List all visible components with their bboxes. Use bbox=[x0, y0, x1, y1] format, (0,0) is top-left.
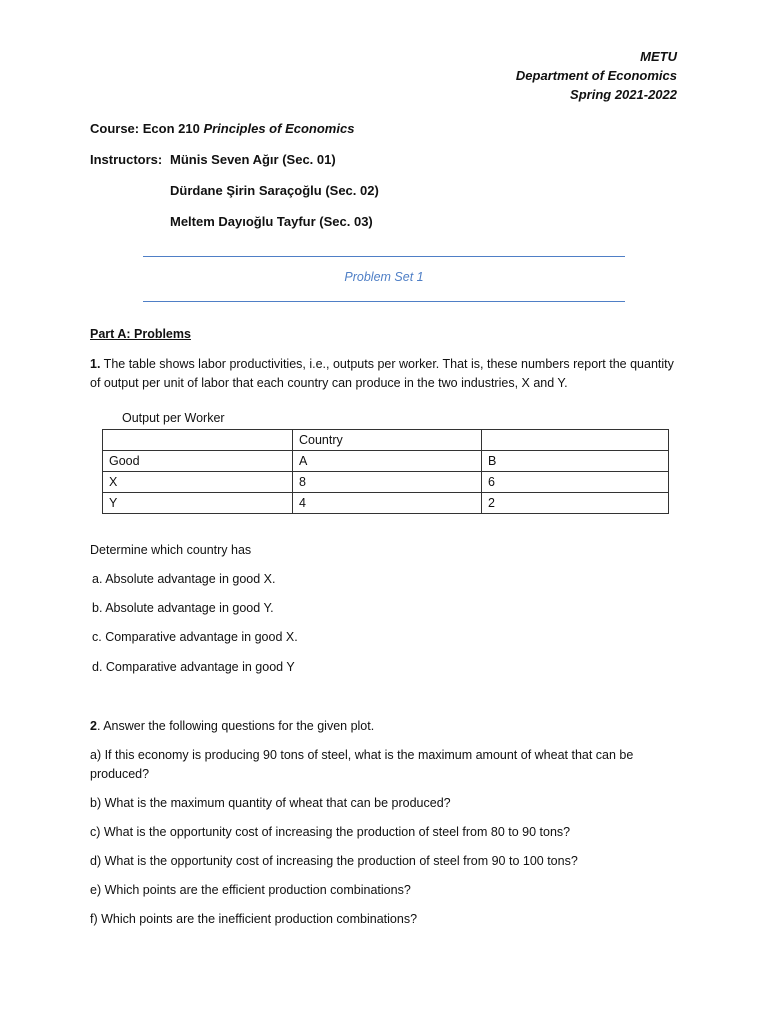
table-cell: 2 bbox=[482, 493, 669, 514]
table-cell: 8 bbox=[293, 472, 482, 493]
table-cell: A bbox=[293, 451, 482, 472]
document-header bbox=[516, 47, 677, 104]
question-1-prompt: Determine which country has bbox=[90, 543, 252, 557]
question-2-intro bbox=[90, 717, 680, 736]
table-header-country: Country bbox=[293, 430, 482, 451]
question-1-body: The table shows labor productivities, i.e., outputs per worker. That is, these numbers report the quantity of output per unit of labor that each country can produce in the two industries, X and Y. bbox=[90, 357, 674, 390]
question-1-item-d: d. Comparative advantage in good Y bbox=[92, 660, 295, 674]
question-1-item-b: b. Absolute advantage in good Y. bbox=[92, 601, 274, 615]
table-caption: Output per Worker bbox=[122, 411, 225, 425]
table-cell: 6 bbox=[482, 472, 669, 493]
table-cell: 4 bbox=[293, 493, 482, 514]
question-2-intro-text: . Answer the following questions for the given plot. bbox=[96, 719, 375, 733]
table-cell: Good bbox=[103, 451, 293, 472]
question-1-number: 1. bbox=[90, 357, 101, 371]
question-2-item-f: f) Which points are the inefficient production combinations? bbox=[90, 912, 418, 926]
course-label: Course: Econ 210 bbox=[90, 121, 204, 136]
question-2-item-d: d) What is the opportunity cost of increasing the production of steel from 90 to 100 tons? bbox=[90, 854, 578, 868]
part-a-title: Part A: Problems bbox=[90, 327, 191, 341]
question-2-item-a: a) If this economy is producing 90 tons of steel, what is the maximum amount of wheat that can be produced? bbox=[90, 748, 634, 781]
table-cell: X bbox=[103, 472, 293, 493]
question-1-item-c: c. Comparative advantage in good X. bbox=[92, 630, 298, 644]
term: Spring 2021-2022 bbox=[570, 87, 677, 102]
table-cell bbox=[103, 430, 293, 451]
table-row bbox=[103, 493, 669, 514]
table-cell bbox=[482, 430, 669, 451]
table-row bbox=[103, 472, 669, 493]
table-cell: Y bbox=[103, 493, 293, 514]
table-cell: B bbox=[482, 451, 669, 472]
problem-set-title: Problem Set 1 bbox=[344, 270, 424, 284]
university-name: METU bbox=[640, 49, 677, 64]
question-2-number: 2 bbox=[90, 719, 97, 733]
course-line bbox=[90, 121, 354, 136]
question-2-item-c: c) What is the opportunity cost of increasing the production of steel from 80 to 90 tons? bbox=[90, 825, 571, 839]
table-row bbox=[103, 451, 669, 472]
question-2-item-e: e) Which points are the efficient production combinations? bbox=[90, 883, 411, 897]
question-1-text bbox=[90, 355, 680, 393]
title-rule-bottom bbox=[143, 301, 625, 302]
question-1-item-a: a. Absolute advantage in good X. bbox=[92, 572, 276, 586]
question-2-item-b: b) What is the maximum quantity of wheat that can be produced? bbox=[90, 796, 451, 810]
output-per-worker-table bbox=[102, 429, 669, 514]
course-name: Principles of Economics bbox=[203, 121, 355, 136]
title-rule-top bbox=[143, 256, 625, 257]
table-row bbox=[103, 430, 669, 451]
instructor-3: Meltem Dayıoğlu Tayfur (Sec. 03) bbox=[170, 214, 373, 229]
instructor-2: Dürdane Şirin Saraçoğlu (Sec. 02) bbox=[170, 183, 379, 198]
department-name: Department of Economics bbox=[515, 68, 677, 83]
instructor-1: Münis Seven Ağır (Sec. 01) bbox=[170, 152, 336, 167]
instructors-label: Instructors: bbox=[90, 152, 163, 167]
